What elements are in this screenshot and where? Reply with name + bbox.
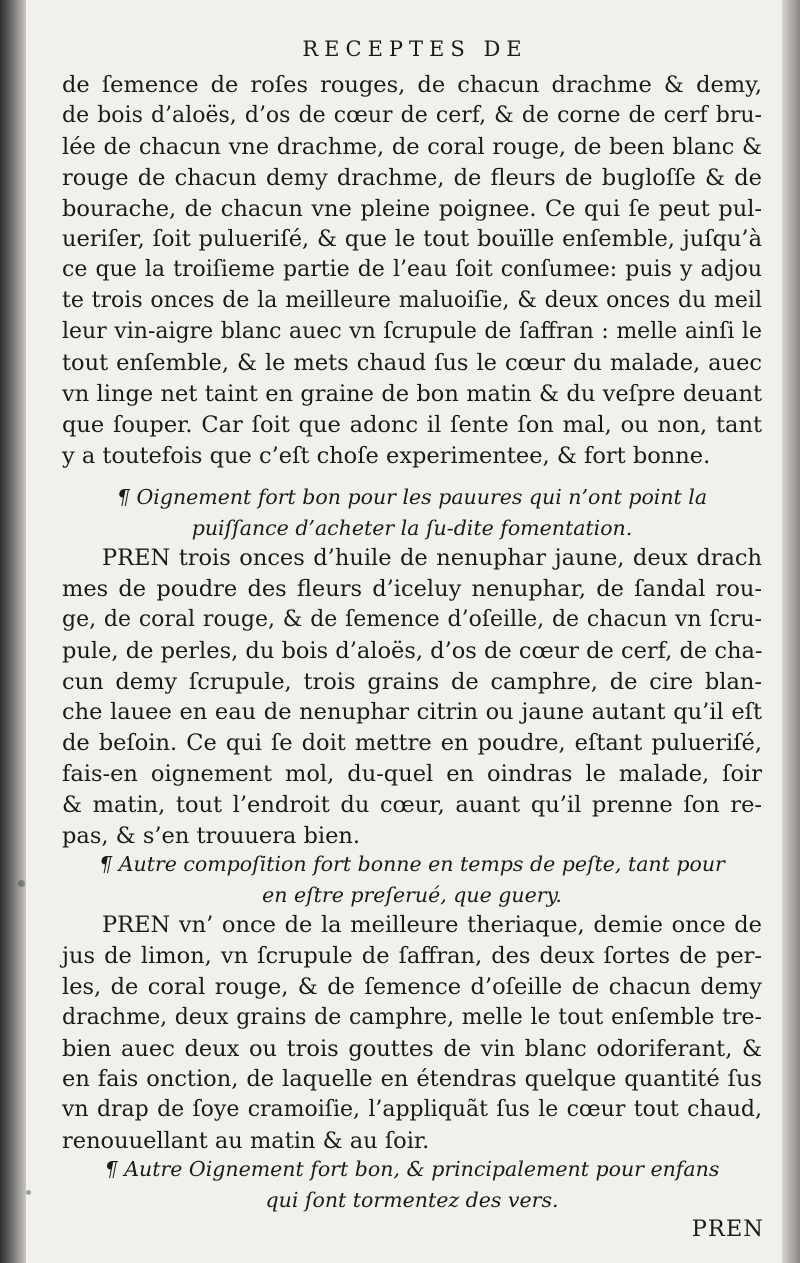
text-line: que ſouper. Car ſoit que adonc il ſente ſon mal, ou non, tant xyxy=(62,411,762,438)
text-line: renouuellant au matin & au ſoir. xyxy=(62,1128,430,1155)
text-line: tout enſemble, & le mets chaud ſus le cœur du malade, auec xyxy=(62,350,762,377)
text-line: de ſemence de roſes rouges, de chacun drachme & demy, xyxy=(62,72,762,98)
running-header: RECEPTES DE xyxy=(302,37,528,61)
text-line: & matin, tout l’endroit du cœur, auant qu’il prenne ſon re- xyxy=(62,792,762,819)
text-line: vn linge net taint en graine de bon matin & du veſpre deuant xyxy=(62,380,762,407)
text-line: fais-en oignement mol, du-quel en oindras le malade, ſoir xyxy=(62,761,762,788)
text-line: cun demy ſcrupule, trois grains de camphre, de cire blan- xyxy=(62,668,762,695)
heading-line: ¶ Autre compoſition fort bonne en temps de peſte, tant pour xyxy=(99,852,725,876)
section-heading-2 xyxy=(62,849,762,911)
text-line: ce que la troiſieme partie de l’eau ſoit conſumee: puis y adjou xyxy=(62,257,762,283)
text-line: mes de poudre des fleurs d’iceluy nenuphar, de ſandal rou- xyxy=(62,575,762,602)
ink-blot xyxy=(26,1190,31,1195)
text-line: ueriſer, ſoit pulueriſé, & que le tout bouïlle enſemble, juſqu’à xyxy=(62,226,762,253)
text-line: jus de limon, vn ſcrupule de ſaffran, des deux ſortes de per- xyxy=(62,942,762,969)
ink-blot xyxy=(18,880,25,887)
heading-line: qui ſont tormentez des vers. xyxy=(265,1187,559,1212)
text-line: bourache, de chacun vne pleine poignee. Ce qui ſe peut pul- xyxy=(62,195,762,222)
section-heading-1 xyxy=(62,482,762,544)
paragraph-2 xyxy=(62,543,762,852)
text-line: pas, & s’en trouuera bien. xyxy=(62,823,361,850)
text-line: y a toutefois que c’eſt choſe experimentee, & fort bonne. xyxy=(62,442,711,469)
paragraph-1 xyxy=(62,70,762,472)
text-line: rouge de chacun demy drachme, de fleurs de bugloſſe & de xyxy=(62,164,762,191)
heading-line: ¶ Autre Oignement fort bon, & principalement pour enfans xyxy=(104,1157,720,1181)
text-line: en fais onction, de laquelle en étendras quelque quantité ſus xyxy=(62,1066,762,1093)
text-line: lée de chacun vne drachme, de coral rouge, de been blanc & xyxy=(62,133,762,160)
text-line: che lauee en eau de nenuphar citrin ou jaune autant qu’il eſt xyxy=(62,699,762,726)
heading-line: puiſſance d’acheter la ſu-dite fomentation. xyxy=(191,515,633,540)
text-line: PREN vn’ once de la meilleure theriaque, demie once de xyxy=(102,912,762,938)
text-line: pule, de perles, du bois d’aloës, d’os de cœur de cerf, de cha- xyxy=(62,637,763,664)
text-line: ge, de coral rouge, & de ſemence d’oſeille, de chacun vn ſcru- xyxy=(62,606,762,632)
heading-line: ¶ Oignement fort bon pour les pauures qui n’ont point la xyxy=(116,485,708,509)
text-line: bien auec deux ou trois gouttes de vin blanc odoriferant, & xyxy=(62,1035,762,1062)
text-line: te trois onces de la meilleure maluoiſie, & deux onces du meil xyxy=(62,288,762,314)
text-line: leur vin-aigre blanc auec vn ſcrupule de ſaffran : melle ainſi le xyxy=(62,319,762,345)
text-line: PREN trois onces d’huile de nenuphar jaune, deux drach xyxy=(102,545,762,571)
catchword: PREN xyxy=(691,1216,764,1242)
text-line: de bois d’aloës, d’os de cœur de cerf, & de corne de cerf bru- xyxy=(62,102,762,128)
text-line: vn drap de ſoye cramoiſie, l’appliquãt ſus le cœur tout chaud, xyxy=(62,1097,762,1123)
section-heading-3 xyxy=(62,1154,762,1216)
text-line: les, de coral rouge, & de ſemence d’oſeille de chacun demy xyxy=(62,973,762,1000)
heading-line: en eſtre preſerué, que guery. xyxy=(262,882,562,907)
text-line: de beſoin. Ce qui ſe doit mettre en poudre, eſtant pulueriſé, xyxy=(62,730,762,757)
text-line: drachme, deux grains de camphre, melle le tout enſemble tre- xyxy=(62,1004,762,1030)
paragraph-3 xyxy=(62,910,762,1157)
